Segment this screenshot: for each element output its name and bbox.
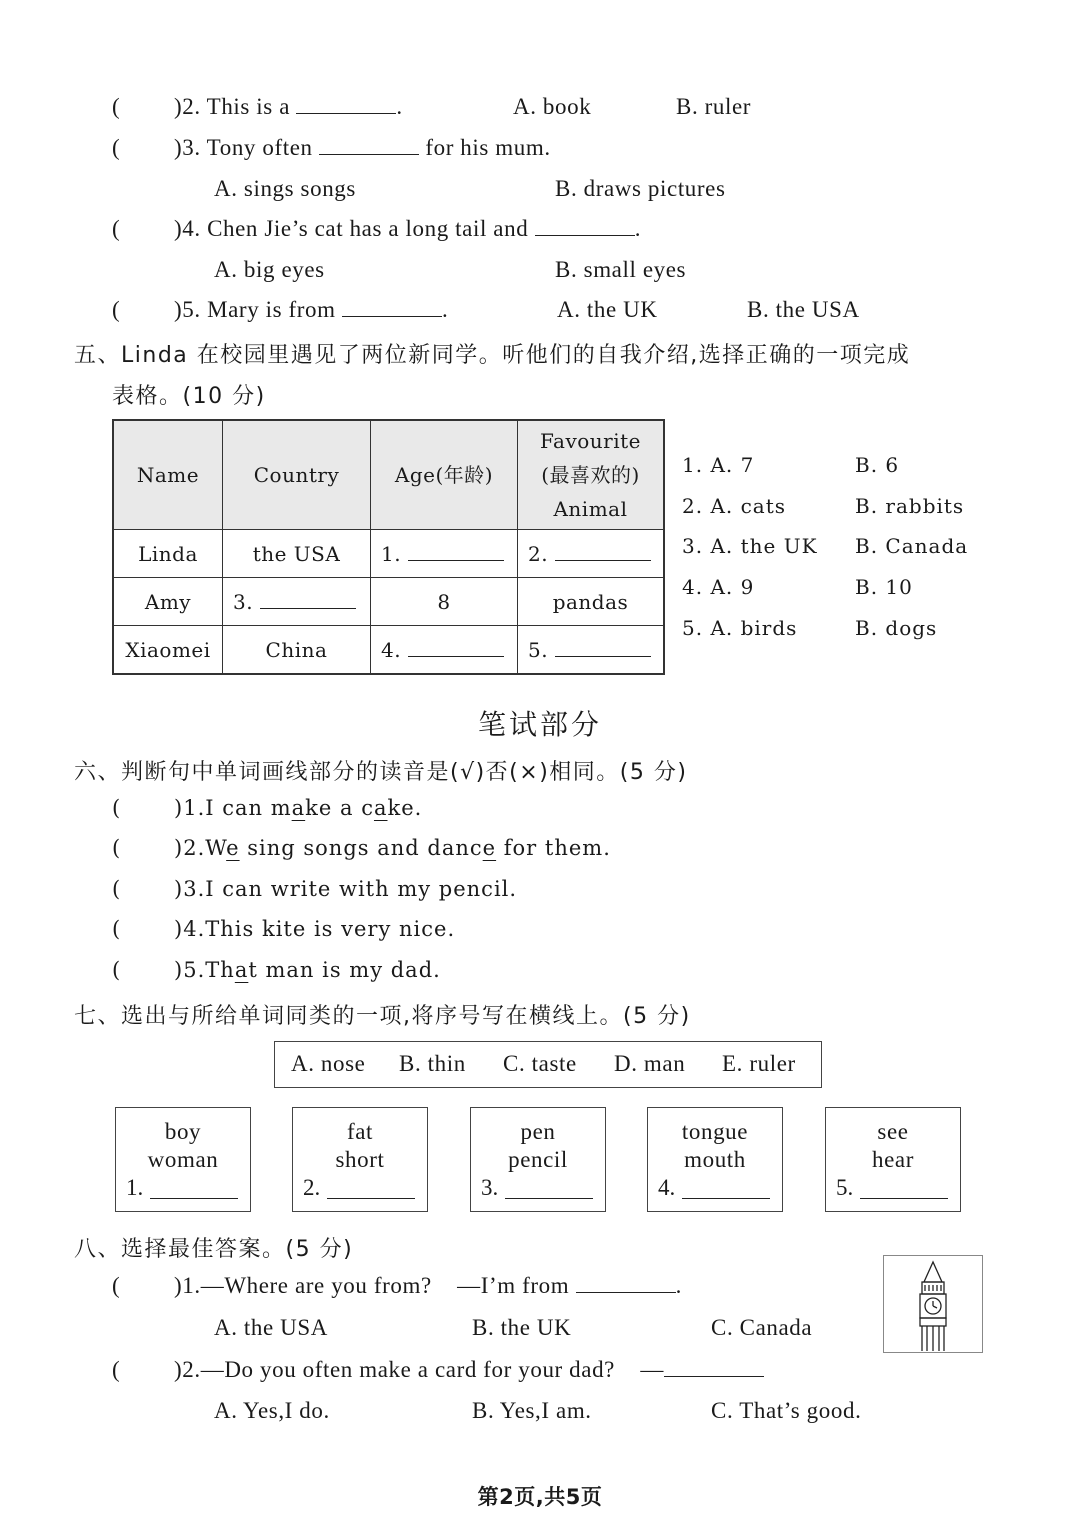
- answer-blank[interactable]: [296, 95, 396, 114]
- info-table: [112, 419, 665, 675]
- header-country: Country: [223, 420, 371, 530]
- option-b: B. small eyes: [555, 257, 687, 282]
- underlined-letter: a: [373, 796, 388, 820]
- cell-animal-blank[interactable]: 5.: [518, 626, 665, 675]
- option-b: B. Yes,I am.: [472, 1398, 592, 1423]
- underlined-letter: a: [291, 796, 306, 820]
- answer-paren[interactable]: (: [112, 877, 122, 901]
- cell-age: 8: [371, 578, 518, 626]
- word-card-3: pen pencil 3.: [470, 1107, 606, 1212]
- option-a: A. sings songs: [214, 176, 356, 201]
- answer-blank[interactable]: [260, 594, 356, 609]
- table-row: [113, 626, 664, 675]
- answer-paren[interactable]: (: [112, 796, 122, 820]
- word-card-1: boy woman 1.: [115, 1107, 251, 1212]
- answer-blank[interactable]: [860, 1182, 948, 1199]
- word-option-a: A. nose: [291, 1051, 366, 1076]
- answer-blank[interactable]: [150, 1182, 238, 1199]
- question-8-1: ( )1.—Where are you from? —I’m from .: [112, 1273, 682, 1298]
- word-option-d: D. man: [614, 1051, 686, 1076]
- option-row-4-a: 4. A. 9: [682, 575, 755, 599]
- answer-blank[interactable]: [327, 1182, 415, 1199]
- section6-title: 六、判断句中单词画线部分的读音是(√)否(×)相同。(5 分): [74, 760, 688, 785]
- option-row-3-b: B. Canada: [855, 534, 969, 558]
- cell-age-blank[interactable]: 4.: [371, 626, 518, 675]
- option-b: B. ruler: [676, 94, 752, 119]
- word-card-4: tongue mouth 4.: [647, 1107, 783, 1212]
- cell-country: the USA: [223, 530, 371, 578]
- underlined-letter: e: [482, 836, 497, 860]
- section5-title-cont: 表格。(10 分): [112, 384, 266, 409]
- option-a: A. book: [513, 94, 592, 119]
- answer-blank[interactable]: [408, 546, 504, 561]
- option-b: B. the UK: [472, 1315, 572, 1340]
- question-6-3: ( )3.I can write with my pencil.: [112, 877, 518, 901]
- answer-paren[interactable]: (: [112, 958, 122, 982]
- question-6-2: ( )2.We sing songs and dance for them.: [112, 836, 611, 860]
- option-c: C. That’s good.: [711, 1398, 862, 1423]
- option-row-5-a: 5. A. birds: [682, 616, 798, 640]
- answer-paren[interactable]: (: [112, 836, 122, 860]
- question-6-5: ( )5.That man is my dad.: [112, 958, 441, 982]
- cell-name: Linda: [113, 530, 223, 578]
- question-6-1: ( )1.I can make a cake.: [112, 796, 423, 820]
- header-favourite-animal: Favourite (最喜欢的) Animal: [518, 420, 665, 530]
- answer-blank[interactable]: [576, 1274, 676, 1293]
- answer-blank[interactable]: [535, 217, 635, 236]
- underlined-letter: e: [226, 836, 240, 860]
- option-a: A. big eyes: [214, 257, 325, 282]
- answer-blank[interactable]: [664, 1358, 764, 1377]
- option-b: B. draws pictures: [555, 176, 726, 201]
- table-row: [113, 578, 664, 626]
- big-ben-icon: [884, 1256, 982, 1352]
- header-name: Name: [113, 420, 223, 530]
- answer-blank[interactable]: [555, 642, 651, 657]
- cell-name: Amy: [113, 578, 223, 626]
- big-ben-picture: [883, 1255, 983, 1353]
- cell-animal-blank[interactable]: 2.: [518, 530, 665, 578]
- answer-blank[interactable]: [682, 1182, 770, 1199]
- question-4-2: ( )2. This is a .: [112, 94, 403, 119]
- table-header-row: [113, 420, 664, 530]
- question-4-5: ( )5. Mary is from .: [112, 297, 449, 322]
- question-8-2: ( )2.—Do you often make a card for your dad? —: [112, 1357, 764, 1383]
- header-age: Age(年龄): [371, 420, 518, 530]
- option-c: C. Canada: [711, 1315, 813, 1340]
- section8-title: 八、选择最佳答案。(5 分): [74, 1237, 354, 1262]
- section5-title: 五、Linda 在校园里遇见了两位新同学。听他们的自我介绍,选择正确的一项完成: [74, 343, 911, 368]
- page-number: 第2页,共5页: [477, 1485, 603, 1509]
- word-option-b: B. thin: [399, 1051, 466, 1076]
- table-row: [113, 530, 664, 578]
- question-4-4: ( )4. Chen Jie’s cat has a long tail and .: [112, 216, 642, 241]
- answer-paren[interactable]: (: [112, 135, 121, 160]
- answer-paren[interactable]: (: [112, 94, 121, 119]
- cell-name: Xiaomei: [113, 626, 223, 675]
- word-option-e: E. ruler: [722, 1051, 796, 1076]
- answer-paren[interactable]: (: [112, 1357, 121, 1382]
- answer-paren[interactable]: (: [112, 917, 122, 941]
- option-a: A. the USA: [214, 1315, 328, 1340]
- answer-paren[interactable]: (: [112, 297, 121, 322]
- option-a: A. Yes,I do.: [214, 1398, 330, 1423]
- word-card-5: see hear 5.: [825, 1107, 961, 1212]
- written-part-heading: 笔试部分: [477, 708, 602, 741]
- option-row-2-a: 2. A. cats: [682, 494, 787, 518]
- option-row-1-b: B. 6: [855, 453, 900, 477]
- option-row-4-b: B. 10: [855, 575, 913, 599]
- cell-country: China: [223, 626, 371, 675]
- option-row-3-a: 3. A. the UK: [682, 534, 818, 558]
- option-a: A. the UK: [557, 297, 658, 322]
- option-b: B. the USA: [747, 297, 860, 322]
- cell-country-blank[interactable]: 3.: [223, 578, 371, 626]
- answer-blank[interactable]: [505, 1182, 593, 1199]
- answer-paren[interactable]: (: [112, 216, 121, 241]
- option-row-1-a: 1. A. 7: [682, 453, 755, 477]
- answer-blank[interactable]: [319, 136, 419, 155]
- question-6-4: ( )4.This kite is very nice.: [112, 917, 456, 941]
- answer-blank[interactable]: [342, 298, 442, 317]
- word-card-2: fat short 2.: [292, 1107, 428, 1212]
- section7-title: 七、选出与所给单词同类的一项,将序号写在横线上。(5 分): [74, 1004, 691, 1029]
- word-bank: [274, 1041, 822, 1088]
- cell-age-blank[interactable]: 1.: [371, 530, 518, 578]
- option-row-5-b: B. dogs: [855, 616, 938, 640]
- question-4-3: ( )3. Tony often for his mum.: [112, 135, 551, 160]
- answer-paren[interactable]: (: [112, 1273, 121, 1298]
- underlined-letter: a: [234, 958, 249, 982]
- answer-blank[interactable]: [408, 642, 504, 657]
- word-option-c: C. taste: [503, 1051, 577, 1076]
- cell-animal: pandas: [518, 578, 665, 626]
- option-row-2-b: B. rabbits: [855, 494, 965, 518]
- answer-blank[interactable]: [555, 546, 651, 561]
